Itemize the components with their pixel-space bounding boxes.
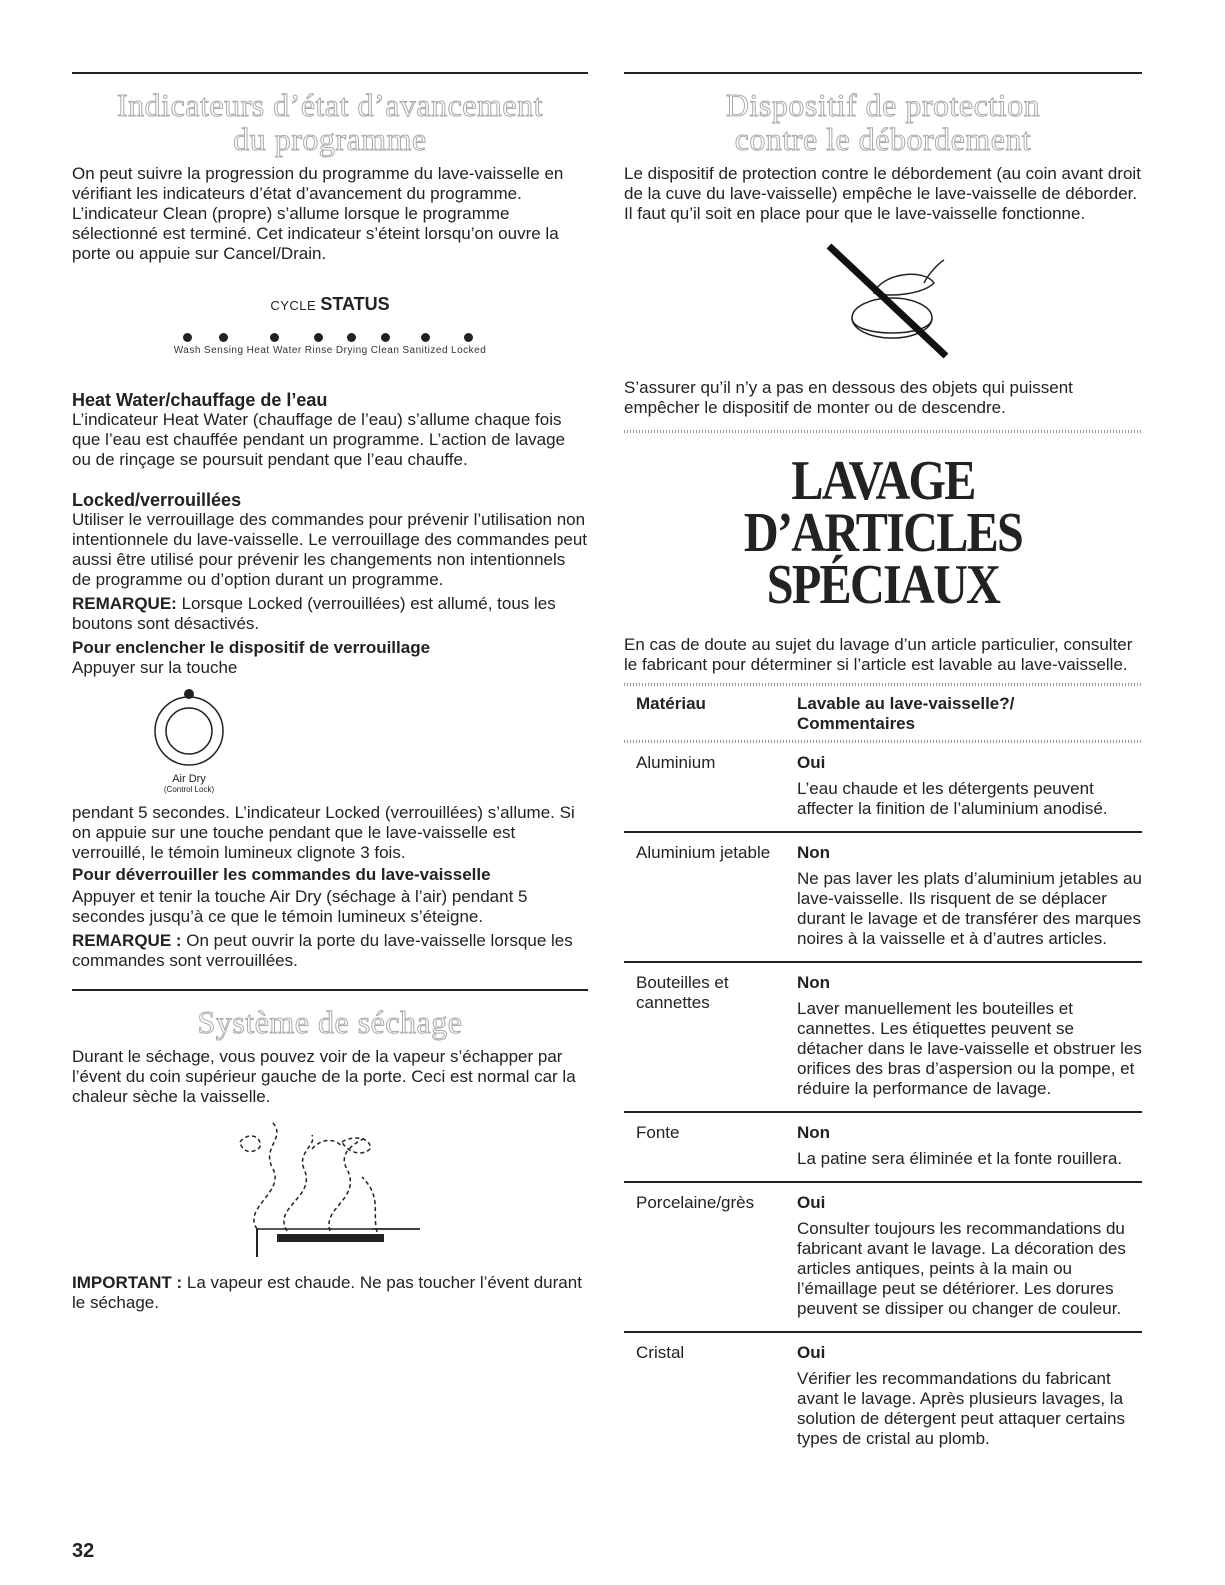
- status-indicator: [204, 333, 244, 356]
- material-cell: Cristal: [636, 1343, 685, 1362]
- comment-cell: [797, 1193, 1142, 1319]
- indicator-label: Clean: [370, 345, 400, 356]
- material-cell: Aluminium: [636, 753, 716, 772]
- engage-lock-text: Appuyer sur la touche: [72, 658, 238, 677]
- left-column: [72, 72, 588, 1313]
- special-items-intro: En cas de doute au sujet du lavage d’un article particulier, consulter le fabricant pour déterminer si l’article est lavable au lave-vaisselle.: [624, 635, 1133, 674]
- indicator-light-icon: [270, 333, 279, 342]
- material-cell: Bouteilles et cannettes: [636, 973, 729, 1012]
- comment-text: Ne pas laver les plats d’aluminium jetables au lave-vaisselle. Ils risquent de se déplacer durant le lavage et de transférer des marques noires à la vaisselle et à d’autres articles.: [797, 869, 1142, 948]
- table-row: [624, 1181, 1142, 1331]
- comment-cell: [797, 843, 1142, 949]
- status-indicator: [451, 333, 486, 356]
- indicator-light-icon: [183, 333, 192, 342]
- materials-table: [624, 743, 1142, 1461]
- drying-text: Durant le séchage, vous pouvez voir de la vapeur s’échapper par l’évent du coin supérieur gauche de la porte. Ceci est normal car la chaleur sèche la vaisselle.: [72, 1047, 576, 1106]
- status-indicator: [247, 333, 302, 356]
- heat-water-text: L’indicateur Heat Water (chauffage de l’eau) s’allume chaque fois que l’eau est chauffée pendant un programme. L’action de lavage ou de rinçage se poursuit pendant que l’eau chauffe.: [72, 410, 566, 469]
- dishwasher-safe-verdict: Oui: [797, 1343, 826, 1362]
- drying-important: IMPORTANT : La vapeur est chaude. Ne pas toucher l’évent durant le séchage.: [72, 1273, 582, 1312]
- indicator-light-icon: [421, 333, 430, 342]
- right-column: [624, 72, 1142, 1461]
- status-indicator: [174, 333, 201, 356]
- indicator-label: Heat Water: [246, 345, 302, 356]
- col-comments-header: Lavable au lave-vaisselle?/ Commentaires: [797, 694, 1015, 733]
- heat-water-heading: Heat Water/chauffage de l’eau: [72, 390, 328, 410]
- locked-note: REMARQUE: Lorsque Locked (verrouillées) est allumé, tous les boutons sont désactivés.: [72, 594, 556, 633]
- material-cell: Aluminium jetable: [636, 843, 771, 862]
- air-dry-knob-icon: [144, 688, 234, 768]
- status-indicator: [371, 333, 400, 356]
- comment-cell: [797, 753, 1142, 819]
- cycle-label: CYCLE: [270, 298, 317, 313]
- status-indicator: [402, 333, 448, 356]
- page-number: 32: [72, 1540, 95, 1562]
- comment-cell: [797, 973, 1142, 1099]
- section-title-drying: Système de séchage: [197, 1004, 463, 1040]
- dishwasher-safe-verdict: Non: [797, 973, 831, 992]
- table-row: [624, 961, 1142, 1111]
- dishwasher-safe-verdict: Oui: [797, 1193, 826, 1212]
- table-row: [624, 1331, 1142, 1461]
- table-row: [624, 743, 1142, 831]
- dishwasher-safe-verdict: Non: [797, 843, 831, 862]
- cycle-status-intro: On peut suivre la progression du programme du lave-vaisselle en vérifiant les indicateurs d’état d’avancement du programme. L’indicateur Clean (propre) s’allume lorsque le programme sélectionné est terminé. Cet indicateur s’éteint lorsqu’on ouvre la porte ou appuie sur Cancel/Drain.: [72, 164, 564, 263]
- control-lock-label: (Control Lock): [163, 785, 215, 794]
- unlock-note: REMARQUE : On peut ouvrir la porte du lave-vaisselle lorsque les commandes sont verrouillées.: [72, 931, 573, 970]
- table-row: [624, 831, 1142, 961]
- overflow-text-2: S’assurer qu’il n’y a pas en dessous des objets qui puissent empêcher le dispositif de monter ou de descendre.: [624, 378, 1073, 417]
- comment-text: Laver manuellement les bouteilles et cannettes. Les étiquettes peuvent se détacher dans le lave-vaisselle et obstruer les orifices des bras d’aspersion ou la pompe, et réduire la performance de lavage.: [797, 999, 1142, 1098]
- steam-vent-illustration: [72, 1107, 588, 1257]
- section-rule: [72, 72, 588, 74]
- indicator-label: Wash: [173, 345, 201, 356]
- locked-text: Utiliser le verrouillage des commandes pour prévenir l’utilisation non intentionnele du lave-vaisselle. Le verrouillage des commandes peut aussi être utilisé pour prévenir les changements non intentionnels de programme ou d’option durant un programme.: [72, 510, 588, 589]
- indicator-light-icon: [219, 333, 228, 342]
- indicator-light-icon: [314, 333, 323, 342]
- hatched-rule: [624, 430, 1142, 433]
- comment-text: L’eau chaude et les détergents peuvent affecter la finition de l’aluminium anodisé.: [797, 779, 1108, 818]
- unlock-heading: Pour déverrouiller les commandes du lave-vaisselle: [72, 865, 491, 884]
- material-cell: Fonte: [636, 1123, 680, 1142]
- comment-text: Vérifier les recommandations du fabricant avant le lavage. Après plusieurs lavages, la solution de détergent peut attaquer certains types de cristal au plomb.: [797, 1369, 1125, 1448]
- comment-text: La patine sera éliminée et la fonte rouillera.: [797, 1149, 1123, 1168]
- status-indicator: [305, 333, 333, 356]
- engage-lock-heading: Pour enclencher le dispositif de verrouillage: [72, 638, 431, 657]
- air-dry-label: Air Dry: [172, 773, 206, 785]
- section-title-cycle-status: Indicateurs d’état d’avancement du programme: [117, 87, 543, 157]
- table-row: [624, 1111, 1142, 1181]
- indicator-light-icon: [347, 333, 356, 342]
- dishwasher-safe-verdict: Non: [797, 1123, 831, 1142]
- lock-after-text: pendant 5 secondes. L’indicateur Locked (verrouillées) s’allume. Si on appuie sur une touche pendant que le lave-vaisselle est verrouillé, le témoin lumineux clignote 3 fois.: [72, 803, 575, 862]
- special-items-title: LAVAGE D’ARTICLES SPÉCIAUX: [743, 450, 1023, 616]
- col-material-header: Matériau: [636, 694, 706, 713]
- section-rule: [72, 989, 588, 991]
- overflow-float-icon: [624, 238, 1142, 368]
- indicator-label: Sensing: [203, 345, 244, 356]
- dishwasher-safe-verdict: Oui: [797, 753, 826, 772]
- cycle-status-panel: [72, 294, 588, 356]
- unlock-text: Appuyer et tenir la touche Air Dry (séchage à l’air) pendant 5 secondes jusqu’à ce que le témoin lumineux s’éteigne.: [72, 887, 528, 926]
- indicator-label: Sanitized: [402, 345, 449, 356]
- section-rule: [624, 72, 1142, 74]
- status-label: STATUS: [320, 294, 390, 314]
- indicator-light-icon: [464, 333, 473, 342]
- indicator-light-icon: [381, 333, 390, 342]
- status-indicator: [336, 333, 368, 356]
- comment-cell: [797, 1343, 1142, 1449]
- material-cell: Porcelaine/grès: [636, 1193, 755, 1212]
- section-title-overflow: Dispositif de protection contre le débordement: [725, 87, 1041, 157]
- indicator-label: Drying: [335, 345, 368, 356]
- status-indicator-row: [72, 333, 588, 356]
- comment-text: Consulter toujours les recommandations du fabricant avant le lavage. La décoration des articles antiques, peints à la main ou l’émaillage peut se détériorer. Les dorures peuvent se dissiper ou changer de couleur.: [797, 1219, 1126, 1318]
- overflow-text: Le dispositif de protection contre le débordement (au coin avant droit de la cuve du lave-vaisselle) empêche le lave-vaisselle de déborder. Il faut qu’il soit en place pour que le lave-vaisselle fonctionne.: [624, 164, 1141, 223]
- locked-heading: Locked/verrouillées: [72, 490, 242, 510]
- indicator-label: Locked: [451, 345, 487, 356]
- indicator-label: Rinse: [304, 345, 333, 356]
- table-header: [624, 686, 1142, 740]
- air-dry-button[interactable]: [144, 688, 234, 795]
- comment-cell: [797, 1123, 1142, 1169]
